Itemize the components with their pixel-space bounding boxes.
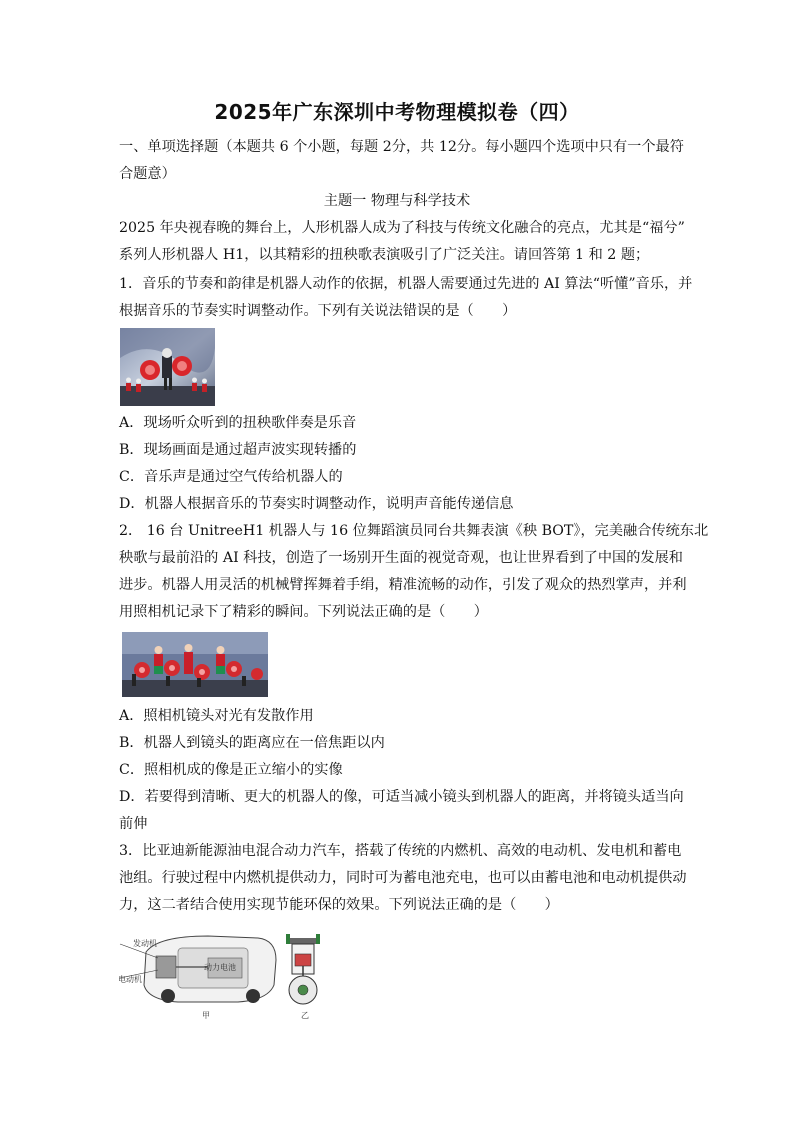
theme-heading: 主题一 物理与科学技术 <box>323 193 471 209</box>
q2-option-b: B．机器人到镜头的距离应在一倍焦距以内 <box>119 735 385 751</box>
q1-option-a: A．现场听众听到的扭秧歌伴奏是乐音 <box>119 415 357 431</box>
q2-stem-line4: 用照相机记录下了精彩的瞬间。下列说法正确的是（ ） <box>119 604 488 620</box>
intro-line2: 系列人形机器人 H1，以其精彩的扭秧歌表演吸引了广泛关注。请回答第 1 和 2 题； <box>119 247 650 263</box>
q2-option-d-continued: 前伸 <box>119 816 148 832</box>
q2-option-a: A．照相机镜头对光有发散作用 <box>119 708 314 724</box>
caption-jia: 甲 <box>202 1011 210 1020</box>
q1-robot-photo <box>120 328 215 406</box>
battery-label: 动力电池 <box>204 963 236 972</box>
section-heading-line1: 一、单项选择题（本题共 6 个小题，每题 2分，共 12分。每小题四个选项中只有一个最符 <box>119 139 684 155</box>
intro-line1: 2025 年央视春晚的舞台上，人形机器人成为了科技与传统文化融合的亮点，尤其是“福兮” <box>119 220 685 236</box>
q3-hybrid-car-diagram <box>118 930 348 1025</box>
section-heading-line2: 合题意） <box>119 166 176 182</box>
q1-stem-line2: 根据音乐的节奏实时调整动作。下列有关说法错误的是（ ） <box>119 303 517 319</box>
q1-stem-line1: 1．音乐的节奏和韵律是机器人动作的依据，机器人需要通过先进的 AI 算法“听懂”音乐，并 <box>119 276 693 292</box>
q3-stem-line2: 池组。行驶过程中内燃机提供动力，同时可为蓄电池充电，也可以由蓄电池和电动机提供动 <box>119 870 687 886</box>
q1-option-d: D．机器人根据音乐的节奏实时调整动作，说明声音能传递信息 <box>119 496 514 512</box>
q2-option-d: D．若要得到清晰、更大的机器人的像，可适当减小镜头到机器人的距离，并将镜头适当向 <box>119 789 684 805</box>
q3-stem-line1: 3．比亚迪新能源油电混合动力汽车，搭载了传统的内燃机、高效的电动机、发电机和蓄电 <box>119 843 682 859</box>
engine-label: 发动机 <box>133 939 157 948</box>
caption-yi: 乙 <box>301 1011 309 1020</box>
q1-option-b: B．现场画面是通过超声波实现转播的 <box>119 442 357 458</box>
page-title: 2025年广东深圳中考物理模拟卷（四） <box>214 100 580 124</box>
motor-label: 电动机 <box>118 975 142 984</box>
q2-stem-line1: 2． 16 台 UnitreeH1 机器人与 16 位舞蹈演员同台共舞表演《秧 BOT》，完美融合传统东北 <box>119 523 709 539</box>
q3-stem-line3: 力，这二者结合使用实现节能环保的效果。下列说法正确的是（ ） <box>119 897 559 913</box>
q2-stem-line2: 秧歌与最前沿的 AI 科技，创造了一场别开生面的视觉奇观，也让世界看到了中国的发展和 <box>119 550 683 566</box>
q2-stem-line3: 进步。机器人用灵活的机械臂挥舞着手绢，精准流畅的动作，引发了观众的热烈掌声，并利 <box>119 577 687 593</box>
q2-dance-photo <box>122 632 268 697</box>
q2-option-c: C．照相机成的像是正立缩小的实像 <box>119 762 343 778</box>
q1-option-c: C．音乐声是通过空气传给机器人的 <box>119 469 343 485</box>
